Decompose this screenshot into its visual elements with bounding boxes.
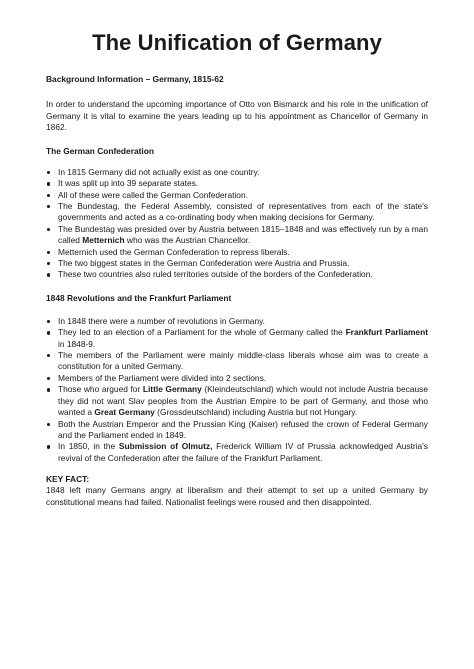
- background-paragraph: In order to understand the upcoming importance of Otto von Bismarck and his role in the unification of Germany it is vital to examine the years leading up to his appointment as Chancellor of Germany in 1862.: [46, 99, 428, 133]
- list-item: The Bundestag, the Federal Assembly, consisted of representatives from each of the state's governments and acted as a co-ordinating body when making decisions for Germany.: [58, 201, 428, 223]
- list-item: Metternich used the German Confederation to repress liberals.: [58, 247, 428, 258]
- section-heading-confederation: The German Confederation: [46, 145, 154, 156]
- list-item: They led to an election of a Parliament for the whole of Germany called the Frankfurt Parliament in 1848-9.: [58, 327, 428, 349]
- list-item: The members of the Parliament were mainly middle-class liberals whose aim was to create a constitution for a united Germany.: [58, 350, 428, 372]
- section-heading-background: Background Information – Germany, 1815-62: [46, 74, 224, 84]
- list-item: In 1850, in the Submission of Olmutz, Frederick William IV of Prussia acknowledged Austria's revival of the Confederation after the failure of the Frankfurt Parliament.: [58, 441, 428, 463]
- page-title: The Unification of Germany: [92, 30, 382, 55]
- list-item: Both the Austrian Emperor and the Prussian King (Kaiser) refused the crown of Federal Germany and the Parliament ended in 1849.: [58, 418, 428, 440]
- bold-term: Frankfurt Parliament: [345, 327, 428, 338]
- list-item: The Bundestag was presided over by Austria between 1815–1848 and was effectively run by a man called Metternich who was the Austrian Chancellor.: [58, 223, 428, 246]
- list-item: All of these were called the German Confederation.: [58, 190, 428, 201]
- list-item: The two biggest states in the German Confederation were Austria and Prussia.: [58, 258, 428, 269]
- key-fact-label: KEY FACT:: [46, 474, 90, 485]
- list-item: In 1815 Germany did not actually exist as one country.: [58, 167, 428, 178]
- bold-term: Metternich: [82, 235, 125, 246]
- key-fact-text: 1848 left many Germans angry at liberalism and their attempt to set up a united Germany by constitutional means had failed. Nationalist feelings were roused and then disappointed.: [46, 485, 428, 507]
- bold-term: Little Germany: [142, 384, 202, 395]
- section-heading-revolutions: 1848 Revolutions and the Frankfurt Parliament: [46, 292, 232, 303]
- confederation-list: [46, 167, 428, 281]
- list-item: Members of the Parliament were divided into 2 sections.: [58, 373, 428, 384]
- bold-term: Great Germany: [94, 407, 155, 418]
- list-item: Those who argued for Little Germany (Kleindeutschland) which would not include Austria because they did not want Slav peoples from the Austrian Empire to be part of Germany, and those who wanted a Great Germany (Grossdeutschland) including Austria but not Hungary.: [58, 384, 428, 418]
- list-item: In 1848 there were a number of revolutions in Germany.: [58, 316, 428, 327]
- list-item: These two countries also ruled territories outside of the borders of the Confederation.: [58, 269, 428, 280]
- list-item: It was split up into 39 separate states.: [58, 178, 428, 189]
- bold-term: Submission of Olmutz,: [118, 441, 213, 452]
- revolutions-list: [46, 316, 428, 464]
